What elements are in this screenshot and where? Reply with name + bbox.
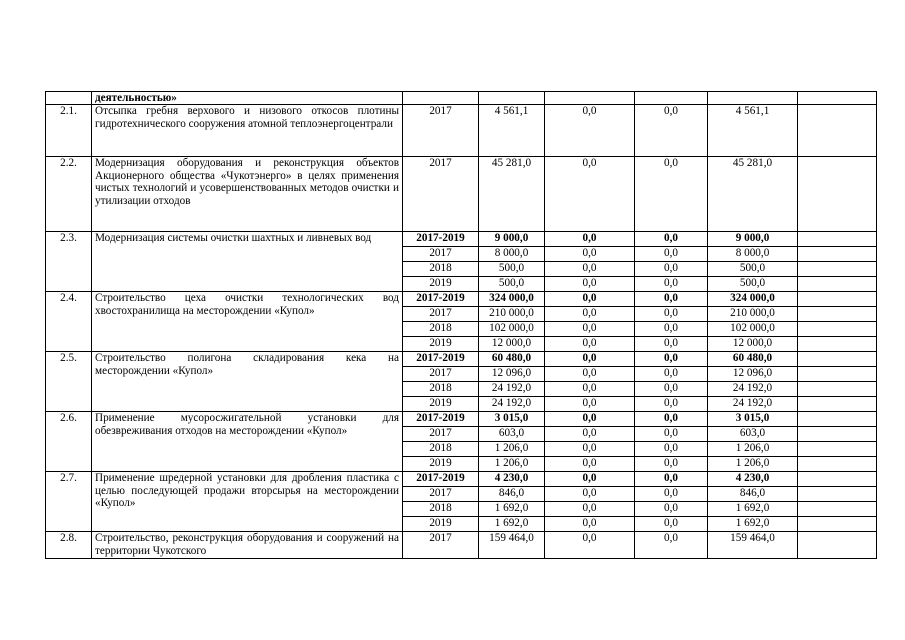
num-cell bbox=[46, 92, 92, 105]
table-row bbox=[46, 292, 877, 307]
continuation-text: деятельностью» bbox=[92, 92, 403, 105]
value-cell: 0,0 bbox=[635, 427, 708, 442]
value-cell: 0,0 bbox=[545, 337, 635, 352]
item-name: Применение шредерной установки для дробления пластика с целью последующей продажи вторсырья на месторождении «Купол» bbox=[92, 472, 403, 532]
empty-cell bbox=[798, 307, 877, 322]
value-cell: 0,0 bbox=[635, 232, 708, 247]
value-cell: 4 230,0 bbox=[708, 472, 798, 487]
empty-cell bbox=[798, 382, 877, 397]
value-cell: 0,0 bbox=[635, 157, 708, 232]
value-cell: 0,0 bbox=[545, 247, 635, 262]
table-row bbox=[46, 412, 877, 427]
empty-cell bbox=[708, 92, 798, 105]
table-row bbox=[46, 105, 877, 157]
value-cell: 45 281,0 bbox=[708, 157, 798, 232]
value-cell: 4 561,1 bbox=[708, 105, 798, 157]
value-cell: 0,0 bbox=[545, 472, 635, 487]
period-cell: 2017 bbox=[403, 532, 479, 559]
value-cell: 24 192,0 bbox=[708, 397, 798, 412]
total-cell: 102 000,0 bbox=[479, 322, 545, 337]
empty-cell bbox=[798, 232, 877, 247]
total-cell: 45 281,0 bbox=[479, 157, 545, 232]
value-cell: 0,0 bbox=[635, 472, 708, 487]
value-cell: 0,0 bbox=[635, 247, 708, 262]
value-cell: 0,0 bbox=[545, 232, 635, 247]
value-cell: 0,0 bbox=[545, 532, 635, 559]
empty-cell bbox=[798, 352, 877, 367]
period-cell: 2017 bbox=[403, 367, 479, 382]
value-cell: 0,0 bbox=[635, 502, 708, 517]
total-cell: 500,0 bbox=[479, 262, 545, 277]
value-cell: 102 000,0 bbox=[708, 322, 798, 337]
value-cell: 0,0 bbox=[635, 442, 708, 457]
item-name: Отсыпка гребня верхового и низового откосов плотины гидротехнического сооружения атомной теплоэнергоцентрали bbox=[92, 105, 403, 157]
period-cell: 2017-2019 bbox=[403, 352, 479, 367]
period-cell: 2018 bbox=[403, 442, 479, 457]
value-cell: 1 692,0 bbox=[708, 517, 798, 532]
item-name: Модернизация системы очистки шахтных и ливневых вод bbox=[92, 232, 403, 292]
continuation-row bbox=[46, 92, 877, 105]
value-cell: 9 000,0 bbox=[708, 232, 798, 247]
table-row bbox=[46, 352, 877, 367]
total-cell: 1 206,0 bbox=[479, 457, 545, 472]
empty-cell bbox=[479, 92, 545, 105]
item-number: 2.6. bbox=[46, 412, 92, 472]
empty-cell bbox=[798, 442, 877, 457]
value-cell: 0,0 bbox=[545, 367, 635, 382]
empty-cell bbox=[798, 472, 877, 487]
item-name: Строительство цеха очистки технологических вод хвостохранилища на месторождении «Купол» bbox=[92, 292, 403, 352]
value-cell: 0,0 bbox=[545, 307, 635, 322]
total-cell: 324 000,0 bbox=[479, 292, 545, 307]
item-number: 2.7. bbox=[46, 472, 92, 532]
period-cell: 2017-2019 bbox=[403, 472, 479, 487]
period-cell: 2019 bbox=[403, 457, 479, 472]
value-cell: 0,0 bbox=[545, 292, 635, 307]
item-name: Строительство полигона складирования кека на месторождении «Купол» bbox=[92, 352, 403, 412]
period-cell: 2017 bbox=[403, 427, 479, 442]
value-cell: 159 464,0 bbox=[708, 532, 798, 559]
value-cell: 0,0 bbox=[635, 292, 708, 307]
value-cell: 0,0 bbox=[545, 382, 635, 397]
empty-cell bbox=[798, 487, 877, 502]
value-cell: 12 000,0 bbox=[708, 337, 798, 352]
empty-cell bbox=[798, 397, 877, 412]
value-cell: 210 000,0 bbox=[708, 307, 798, 322]
value-cell: 846,0 bbox=[708, 487, 798, 502]
total-cell: 4 561,1 bbox=[479, 105, 545, 157]
empty-cell bbox=[798, 412, 877, 427]
value-cell: 0,0 bbox=[545, 322, 635, 337]
value-cell: 0,0 bbox=[545, 517, 635, 532]
value-cell: 0,0 bbox=[635, 277, 708, 292]
value-cell: 500,0 bbox=[708, 277, 798, 292]
table-row bbox=[46, 472, 877, 487]
period-cell: 2018 bbox=[403, 262, 479, 277]
table-row bbox=[46, 157, 877, 232]
value-cell: 1 206,0 bbox=[708, 442, 798, 457]
total-cell: 500,0 bbox=[479, 277, 545, 292]
value-cell: 24 192,0 bbox=[708, 382, 798, 397]
value-cell: 603,0 bbox=[708, 427, 798, 442]
value-cell: 3 015,0 bbox=[708, 412, 798, 427]
value-cell: 1 692,0 bbox=[708, 502, 798, 517]
total-cell: 1 692,0 bbox=[479, 502, 545, 517]
empty-cell bbox=[798, 532, 877, 559]
empty-cell bbox=[798, 502, 877, 517]
empty-cell bbox=[798, 157, 877, 232]
value-cell: 0,0 bbox=[635, 337, 708, 352]
value-cell: 8 000,0 bbox=[708, 247, 798, 262]
period-cell: 2017 bbox=[403, 247, 479, 262]
value-cell: 60 480,0 bbox=[708, 352, 798, 367]
total-cell: 12 096,0 bbox=[479, 367, 545, 382]
total-cell: 846,0 bbox=[479, 487, 545, 502]
period-cell: 2017-2019 bbox=[403, 412, 479, 427]
empty-cell bbox=[798, 322, 877, 337]
empty-cell bbox=[798, 92, 877, 105]
value-cell: 324 000,0 bbox=[708, 292, 798, 307]
total-cell: 9 000,0 bbox=[479, 232, 545, 247]
period-cell: 2017-2019 bbox=[403, 232, 479, 247]
period-cell: 2019 bbox=[403, 337, 479, 352]
empty-cell bbox=[798, 105, 877, 157]
period-cell: 2017 bbox=[403, 105, 479, 157]
period-cell: 2019 bbox=[403, 277, 479, 292]
total-cell: 24 192,0 bbox=[479, 382, 545, 397]
total-cell: 4 230,0 bbox=[479, 472, 545, 487]
value-cell: 0,0 bbox=[635, 517, 708, 532]
item-number: 2.4. bbox=[46, 292, 92, 352]
total-cell: 159 464,0 bbox=[479, 532, 545, 559]
value-cell: 0,0 bbox=[635, 307, 708, 322]
total-cell: 24 192,0 bbox=[479, 397, 545, 412]
empty-cell bbox=[798, 367, 877, 382]
value-cell: 0,0 bbox=[635, 105, 708, 157]
value-cell: 0,0 bbox=[545, 352, 635, 367]
value-cell: 1 206,0 bbox=[708, 457, 798, 472]
value-cell: 0,0 bbox=[545, 105, 635, 157]
value-cell: 0,0 bbox=[635, 412, 708, 427]
total-cell: 60 480,0 bbox=[479, 352, 545, 367]
value-cell: 0,0 bbox=[635, 532, 708, 559]
value-cell: 0,0 bbox=[545, 397, 635, 412]
total-cell: 8 000,0 bbox=[479, 247, 545, 262]
value-cell: 0,0 bbox=[545, 412, 635, 427]
total-cell: 603,0 bbox=[479, 427, 545, 442]
period-cell: 2017 bbox=[403, 307, 479, 322]
value-cell: 0,0 bbox=[545, 442, 635, 457]
value-cell: 0,0 bbox=[635, 457, 708, 472]
program-activities-table bbox=[45, 91, 877, 559]
period-cell: 2017 bbox=[403, 157, 479, 232]
item-number: 2.5. bbox=[46, 352, 92, 412]
empty-cell bbox=[635, 92, 708, 105]
total-cell: 1 206,0 bbox=[479, 442, 545, 457]
empty-cell bbox=[798, 457, 877, 472]
item-number: 2.3. bbox=[46, 232, 92, 292]
item-name: Строительство, реконструкция оборудования и сооружений на территории Чукотского bbox=[92, 532, 403, 559]
value-cell: 12 096,0 bbox=[708, 367, 798, 382]
period-cell: 2017 bbox=[403, 487, 479, 502]
value-cell: 0,0 bbox=[635, 262, 708, 277]
period-cell: 2019 bbox=[403, 517, 479, 532]
item-name: Модернизация оборудования и реконструкция объектов Акционерного общества «Чукотэнерго» в целях применения чистых технологий и усовершенствованных методов очистки и утилизации отходов bbox=[92, 157, 403, 232]
item-number: 2.1. bbox=[46, 105, 92, 157]
table-body bbox=[46, 92, 877, 559]
empty-cell bbox=[545, 92, 635, 105]
total-cell: 1 692,0 bbox=[479, 517, 545, 532]
value-cell: 0,0 bbox=[545, 487, 635, 502]
value-cell: 0,0 bbox=[545, 157, 635, 232]
total-cell: 210 000,0 bbox=[479, 307, 545, 322]
total-cell: 3 015,0 bbox=[479, 412, 545, 427]
value-cell: 0,0 bbox=[635, 352, 708, 367]
empty-cell bbox=[798, 262, 877, 277]
period-cell: 2019 bbox=[403, 397, 479, 412]
value-cell: 0,0 bbox=[545, 457, 635, 472]
value-cell: 0,0 bbox=[545, 427, 635, 442]
value-cell: 0,0 bbox=[635, 397, 708, 412]
value-cell: 0,0 bbox=[635, 487, 708, 502]
period-cell: 2018 bbox=[403, 322, 479, 337]
empty-cell bbox=[798, 292, 877, 307]
value-cell: 0,0 bbox=[635, 322, 708, 337]
period-cell: 2017-2019 bbox=[403, 292, 479, 307]
value-cell: 0,0 bbox=[545, 262, 635, 277]
value-cell: 0,0 bbox=[635, 367, 708, 382]
item-number: 2.2. bbox=[46, 157, 92, 232]
empty-cell bbox=[798, 277, 877, 292]
empty-cell bbox=[798, 337, 877, 352]
empty-cell bbox=[798, 427, 877, 442]
value-cell: 500,0 bbox=[708, 262, 798, 277]
empty-cell bbox=[403, 92, 479, 105]
empty-cell bbox=[798, 517, 877, 532]
period-cell: 2018 bbox=[403, 382, 479, 397]
value-cell: 0,0 bbox=[635, 382, 708, 397]
empty-cell bbox=[798, 247, 877, 262]
item-number: 2.8. bbox=[46, 532, 92, 559]
table-row bbox=[46, 532, 877, 559]
total-cell: 12 000,0 bbox=[479, 337, 545, 352]
table-row bbox=[46, 232, 877, 247]
value-cell: 0,0 bbox=[545, 277, 635, 292]
value-cell: 0,0 bbox=[545, 502, 635, 517]
item-name: Применение мусоросжигательной установки для обезвреживания отходов на месторождении «Купол» bbox=[92, 412, 403, 472]
period-cell: 2018 bbox=[403, 502, 479, 517]
